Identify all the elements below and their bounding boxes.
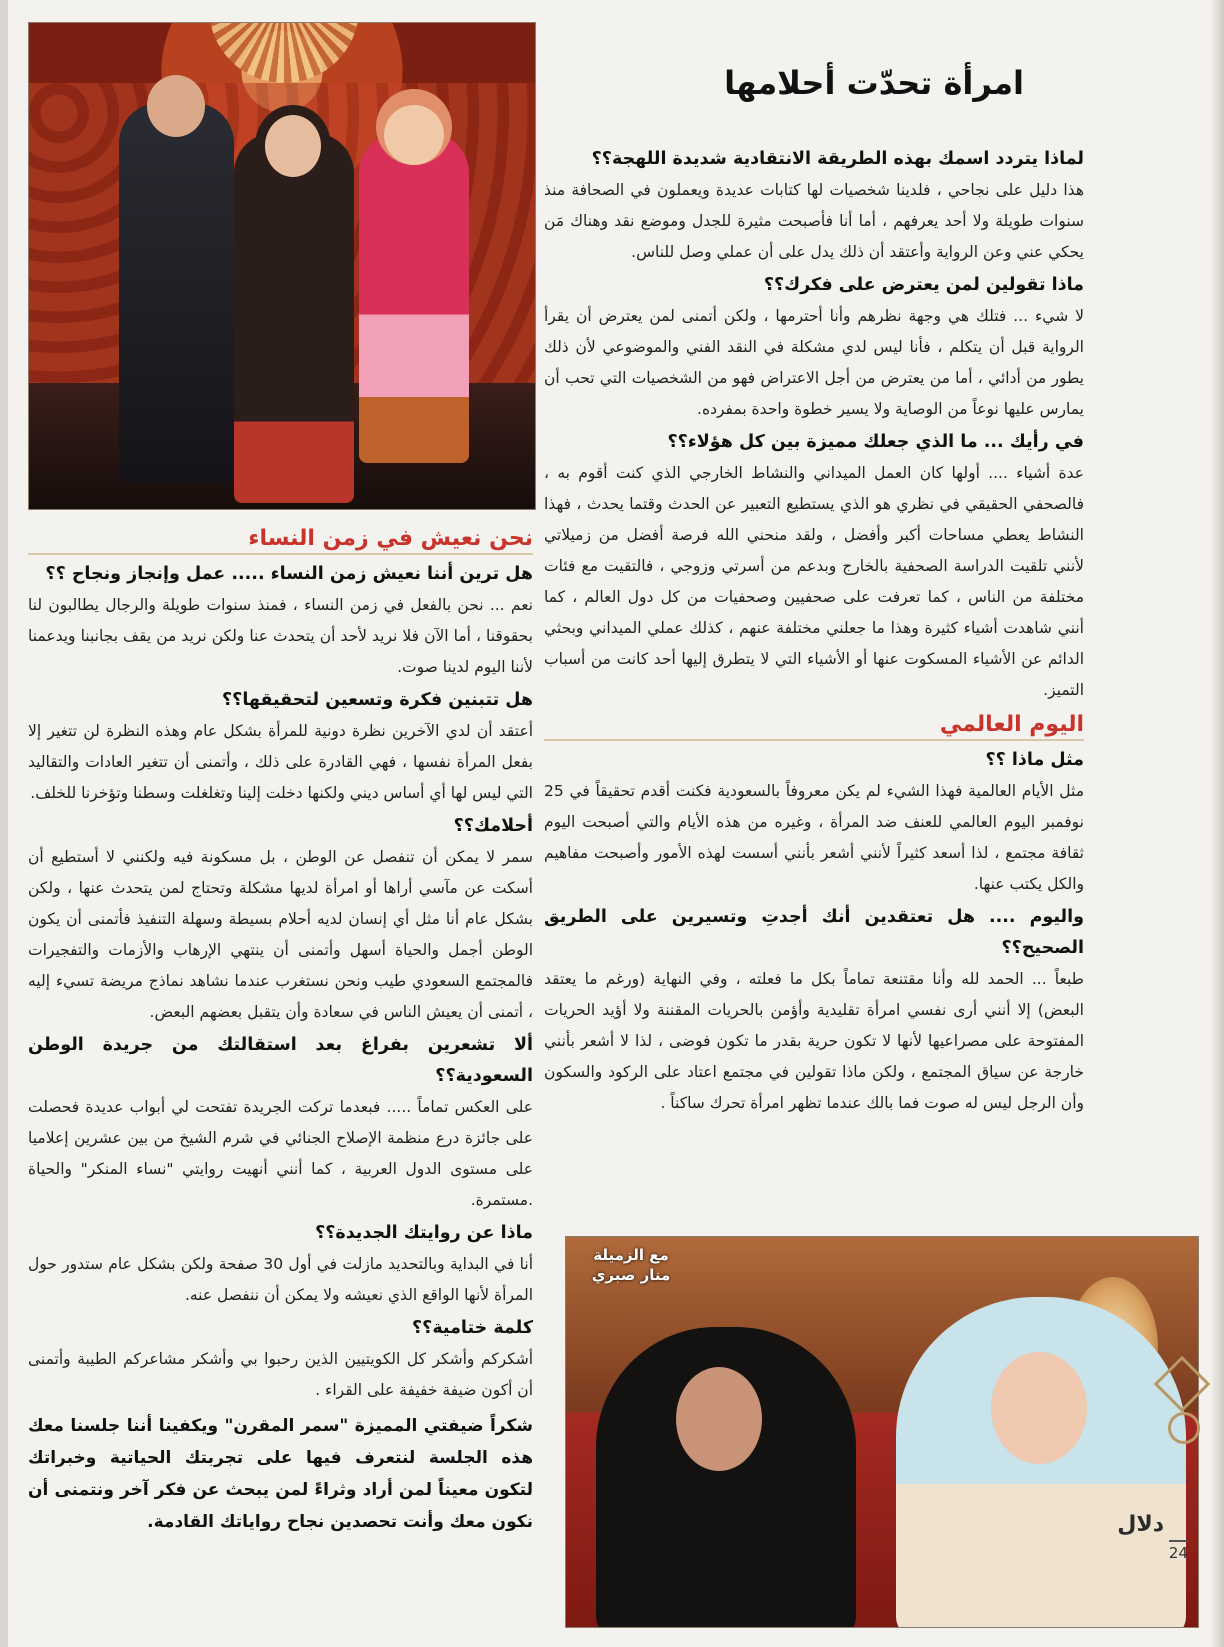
question: أحلامك؟؟ [453, 816, 533, 836]
man-head [147, 75, 205, 137]
ornament-circle-icon [1168, 1412, 1200, 1444]
page-edge [0, 0, 8, 1647]
answer: طبعاً ... الحمد لله وأنا مقتنعة تماماً بكل ما فعلته ، وفي النهاية (ورغم ما يعتقد البعض) إلا أنني أرى نفسي امرأة تقليدية وأؤمن بالحريات المقننة ولا أؤيد الحريات المفتوحة على مصراعيها لأنها لا تكون حرية بقدر ما تكون فوضى ، لذا لا أشعر بأنني خارجة عن سياق المجتمع ، ولكن ماذا تقولين في مجتمع اعتاد على الركود والسكون وأن الرجل ليس له صوت فما بالك عندما تظهر امرأة تحرك ساكناً . [544, 970, 1084, 1112]
woman-dress-head [384, 105, 444, 165]
right-column [544, 142, 1084, 1121]
woman-blue-hijab-face [991, 1352, 1087, 1464]
question: لماذا يتردد اسمك بهذه الطريقة الانتقادية شديدة اللهجة؟؟ [591, 149, 1084, 169]
studio-photo [28, 22, 536, 510]
question: واليوم .... هل تعتقدين أنك أجدتِ وتسيرين على الطريق الصحيح؟؟ [544, 907, 1084, 958]
woman-abaya-head [265, 115, 321, 177]
answer: هذا دليل على نجاحي ، فلدينا شخصيات لها كتابات عديدة ويعملون في الصحافة منذ سنوات طويلة ولا أحد يعرفهم ، أما أنا فأصبحت مثيرة للجدل وموضع نقد وهناك مَن يحكي عني وعن الرواية وأعتقد أن ذلك يدل على أن عملي وصل للناس. [544, 181, 1084, 261]
answer: أشكركم وأشكر كل الكويتيين الذين رحبوا بي وأشكر مشاعركم الطيبة وأتمنى أن أكون ضيفة خفيفة على القراء . [28, 1350, 533, 1399]
question: هل ترين أننا نعيش زمن النساء ..... عمل وإنجاز ونجاح ؟؟ [45, 564, 533, 584]
ceiling-fan-decor [209, 22, 359, 83]
caption-line: مع الزميلة [593, 1246, 669, 1264]
question: هل تتبنين فكرة وتسعين لتحقيقها؟؟ [222, 690, 533, 710]
subheading-world-day: اليوم العالمي [544, 712, 1084, 741]
question: كلمة ختامية؟؟ [412, 1318, 533, 1338]
answer: على العكس تماماً ..... فبعدما تركت الجريدة تفتحت لي أبواب عديدة فحصلت على جائزة درع منظمة الإصلاح الجنائي في شرم الشيخ من بين عشرين إعلاميا على مستوى الدول العربية ، كما أنني أنهيت روايتي "نساء المنكر" والحياة .مستمرة. [28, 1098, 533, 1209]
answer: لا شيء ... فتلك هي وجهة نظرهم وأنا أحترمها ، ولكن أتمنى لمن يعترض أن يقرأ الرواية قبل أن يتكلم ، فأنا ليس لدي مشكلة في النقد الفني والموضوعي لأن ذلك يطور من أدائي ، أما من يعترض من أجل الاعتراض فهو من الشخصيات التي تحب أن يمارس عليها نوعاً من الوصاية ولا يسير خطوة واحدة بمفرده. [544, 307, 1084, 418]
answer: أعتقد أن لدي الآخرين نظرة دونية للمرأة بشكل عام وهذه النظرة لن تتغير إلا بفعل المرأة نفسها ، فهي القادرة على ذلك ، وأتمنى أن تتغير العادات والتقاليد التي ليس لها أي أساس ديني ولكنها دخلت إلينا وتغلغلت وسطنا وتؤخرنا للخلف. [28, 722, 533, 802]
question: مثل ماذا ؟؟ [985, 750, 1084, 770]
scan-shadow [1210, 0, 1224, 1647]
woman-black-face [676, 1367, 762, 1471]
woman-dress-figure [359, 133, 469, 463]
interview-photo [565, 1236, 1199, 1628]
magazine-logo: دلال [1117, 1512, 1164, 1537]
question: في رأيك ... ما الذي جعلك مميزة بين كل هؤلاء؟؟ [667, 432, 1084, 452]
answer: سمر لا يمكن أن تنفصل عن الوطن ، بل مسكونة فيه ولكنني لا أستطيع أن أسكت عن مآسي أراها أو امرأة لديها مشكلة وتحتاج لمن يتحدث عنها ، ولكن بشكل عام أنا مثل أي إنسان لديه أحلام بسيطة وسهلة التنفيذ فأتمنى أن يكون الوطن أجمل والحياة أسهل وأتمنى أن ينتهي الإرهاب والأزمات والتفجيرات فالمجتمع السعودي طيب ونحن نستغرب عندما نشاهد نماذج مريضة تسيء إليه ، أتمنى أن يعيش الناس في سعادة وأن يتقبل بعضهم البعض. [28, 848, 533, 1021]
left-column [28, 520, 533, 1538]
closing-paragraph: شكراً ضيفتي المميزة "سمر المقرن" ويكفينا أننا جلسنا معك هذه الجلسة لنتعرف فيها على تجربتك الحياتية وخبراتك لتكون معيناً لمن أراد وثراءً لمن يبحث عن فكر آخر ونتمنى أن نكون معك وأنت تحصدين نجاح رواياتك القادمة. [28, 1416, 533, 1532]
subheading-women-era: نحن نعيش في زمن النساء [28, 526, 533, 555]
answer: أنا في البداية وبالتحديد مازلت في أول 30 صفحة ولكن بشكل عام ستدور حول المرأة لأنها الواقع الذي نعيشه ولا يمكن أن ننفصل عنه. [28, 1255, 534, 1304]
answer: مثل الأيام العالمية فهذا الشيء لم يكن معروفاً بالسعودية فكنت أقدم تحقيقاً في 25 نوفمبر اليوم العالمي للعنف ضد المرأة ، وغيره من هذه الأيام والتي أصبحت اليوم ثقافة مجتمع ، لذا أسعد كثيراً لأنني أشعر بأنني أسست لهذه الأمور وأصبحت مفاهيم والكل يكتب عنها. [544, 782, 1084, 893]
article-headline: امرأة تحدّت أحلامها [724, 64, 1024, 102]
answer: عدة أشياء .... أولها كان العمل الميداني والنشاط الخارجي الذي كنت أقوم به ، فالصحفي الحقيقي في نظري هو الذي يستطيع التعبير عن الحدث وقتما يحدث ، فهذا النشاط يعطي مساحات أكبر وأفضل ، ولقد منحني الله فرصة أفضل من زميلاتي لأنني تلقيت الدراسة الصحفية بالخارج وبدعم من أسرتي وزوجي ، فالتقيت مع فئات مختلفة من الناس ، كما تعرفت على صحفيين وصحفيات من كل دول العالم ، كما أنني شاهدت أشياء كثيرة وهذا ما جعلني مختلفة عنهم ، كذلك عملي الميداني وبحثي الدائم عن الأشياء المسكوت عنها أو الأشياء التي لا يتطرق إليها أحد كانت من أسباب التميز. [544, 464, 1084, 699]
woman-abaya-figure [234, 133, 354, 503]
question: ماذا عن روايتك الجديدة؟؟ [315, 1223, 533, 1243]
question: ألا تشعرين بفراغ بعد استقالتك من جريدة الوطن السعودية؟؟ [28, 1035, 533, 1086]
page-number: 24 [1169, 1540, 1188, 1562]
question: ماذا تقولين لمن يعترض على فكرك؟؟ [763, 275, 1084, 295]
answer: نعم ... نحن بالفعل في زمن النساء ، فمنذ سنوات طويلة والرجال يطالبون لنا بحقوقنا ، أما الآن فلا نريد لأحد أن يتحدث عنا ولكن نريد من يقف بجانبنا ويدعمنا لأننا اليوم لدينا صوت. [28, 596, 533, 676]
man-figure [119, 103, 234, 483]
photo-caption [576, 1245, 686, 1285]
caption-line: منار صبري [591, 1266, 671, 1284]
